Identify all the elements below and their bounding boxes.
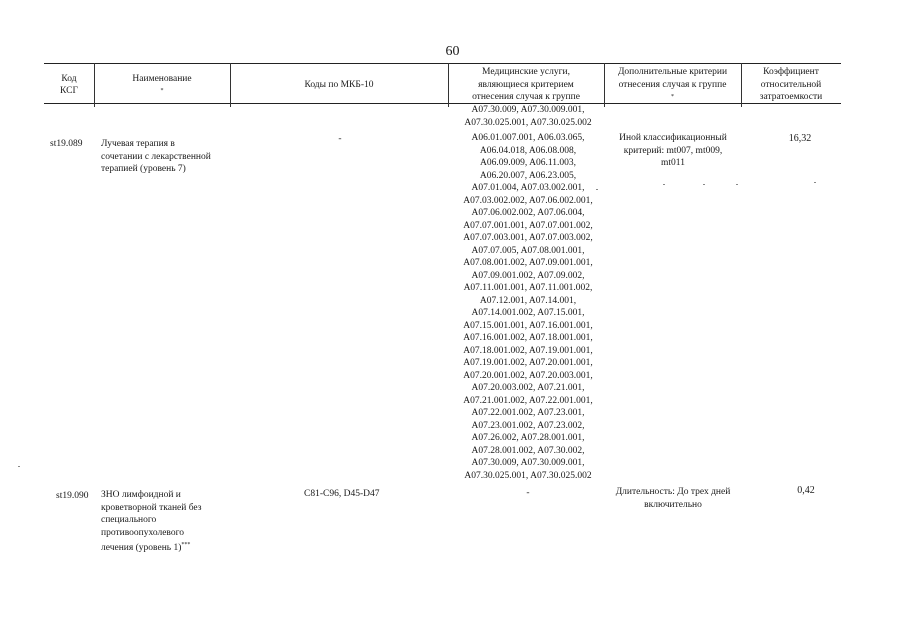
row-name-mark: ***	[181, 542, 191, 548]
header-name-label: Наименование	[132, 73, 192, 84]
header-name	[94, 63, 230, 107]
row-name-line: противоопухолевого	[101, 527, 184, 538]
service-code-line: A07.15.001.001, A07.16.001.001,	[463, 320, 593, 331]
scan-speck	[18, 466, 20, 467]
header-mkb-codes	[230, 63, 448, 107]
row-name-line	[101, 539, 231, 555]
header-additional-criteria-line: Дополнительные критерии	[617, 67, 728, 78]
row-services: -	[526, 488, 530, 498]
header-coefficient	[741, 63, 841, 107]
row-services	[448, 132, 608, 482]
service-code-line: A07.23.001.002, A07.23.002,	[471, 420, 585, 431]
service-code-line: A07.22.001.002, A07.23.001,	[471, 408, 585, 418]
service-code-line: A07.07.001.001, A07.07.001.002,	[463, 220, 593, 231]
header-med-services-line: Медицинские услуги,	[482, 67, 570, 78]
service-code-line: A07.08.001.002, A07.09.001.001,	[463, 258, 593, 268]
service-code-line: A07.14.001.002, A07.15.001,	[471, 308, 585, 318]
service-code-line: A07.09.001.002, A07.09.002,	[471, 270, 585, 281]
row-name-text: лечения (уровень 1)	[101, 543, 182, 554]
service-code-line: A07.20.001.002, A07.20.003.001,	[463, 370, 593, 381]
service-code-line: A07.07.003.001, A07.07.003.002,	[463, 233, 593, 243]
service-code-line: A07.16.001.002, A07.18.001.001,	[463, 333, 593, 343]
row-criteria	[606, 132, 740, 170]
scan-speck	[703, 184, 705, 185]
service-code-line: A06.20.007, A06.23.005,	[479, 170, 577, 181]
row-criteria-line: Иной классификационный	[619, 133, 727, 143]
row-mkb: -	[338, 134, 342, 144]
scan-speck	[814, 182, 816, 183]
header-code-ksg-line: Код	[61, 73, 77, 84]
header-additional-criteria-mark: *	[671, 94, 674, 101]
service-code-line: A06.04.018, A06.08.008,	[479, 145, 577, 156]
service-code-line: A07.03.002.002, A07.06.002.001,	[463, 195, 593, 206]
page-number: 60	[445, 44, 460, 59]
header-additional-criteria-text: отнесения случая к группе	[618, 79, 727, 90]
row-coefficient: 16,32	[788, 133, 812, 144]
service-code-line: A07.06.002.002, A07.06.004,	[471, 208, 585, 218]
header-med-services-line: являющиеся критерием	[478, 79, 574, 90]
header-coefficient-line: Коэффициент	[763, 67, 819, 78]
service-code-line: A07.28.001.002, A07.30.002,	[471, 445, 585, 456]
service-code-line: A07.11.001.001, A07.11.001.002,	[463, 283, 593, 293]
row-name-line: специального	[101, 515, 157, 525]
header-coefficient-line: затратоемкости	[759, 92, 823, 103]
row-name-line: ЗНО лимфоидной и	[101, 490, 181, 500]
service-code-line: A07.30.025.001, A07.30.025.002	[464, 470, 592, 481]
row-name-line: Лучевая терапия в	[101, 139, 175, 149]
row-mkb: C81-C96, D45-D47	[304, 489, 380, 499]
header-code-ksg-line: КСГ	[60, 86, 78, 96]
scan-speck	[663, 184, 665, 185]
row-coefficient: 0,42	[797, 485, 815, 496]
service-code-line: A07.18.001.002, A07.19.001.001,	[463, 345, 593, 356]
row-name-line: терапией (уровень 7)	[101, 164, 186, 174]
row-criteria-line: Длительность: До трех дней	[615, 487, 731, 497]
header-med-services	[448, 63, 604, 107]
service-code-line: A07.19.001.002, A07.20.001.001,	[463, 358, 593, 368]
header-name-mark: *	[160, 88, 164, 94]
header-coefficient-line: относительной	[760, 79, 822, 90]
row-criteria-line: mt011	[661, 158, 685, 168]
row-name	[101, 489, 231, 555]
header-mkb-codes-label: Коды по МКБ-10	[304, 79, 374, 90]
service-code-line: A07.12.001, A07.14.001,	[479, 295, 577, 306]
continuation-line: A07.30.009, A07.30.009.001,	[471, 105, 585, 115]
service-code-line: A07.21.001.002, A07.22.001.001,	[463, 395, 593, 406]
service-code-line: A07.30.009, A07.30.009.001,	[471, 458, 585, 468]
row-name	[101, 138, 231, 176]
header-med-services-line: отнесения случая к группе	[472, 92, 580, 103]
header-code-ksg	[44, 63, 94, 107]
header-additional-criteria-line	[618, 79, 727, 104]
row-code: st19.090	[56, 491, 89, 501]
service-code-line: A07.20.003.002, A07.21.001,	[471, 383, 585, 393]
scan-speck	[736, 184, 738, 185]
service-code-line: A07.07.005, A07.08.001.001,	[471, 245, 585, 256]
continuation-services	[448, 104, 608, 129]
continuation-line: A07.30.025.001, A07.30.025.002	[464, 117, 592, 128]
row-criteria-line: включительно	[644, 499, 702, 510]
service-code-line: A06.01.007.001, A06.03.065,	[471, 133, 585, 143]
row-name-line: кроветворной тканей без	[101, 502, 202, 513]
service-code-line: A07.26.002, A07.28.001.001,	[471, 433, 585, 443]
service-code-line: A06.09.009, A06.11.003,	[480, 158, 576, 168]
row-name-line: сочетании с лекарственной	[101, 151, 211, 162]
header-additional-criteria	[604, 63, 741, 107]
row-criteria-line: критерий: mt007, mt009,	[623, 145, 723, 156]
service-code-line: A07.01.004, A07.03.002.001,	[471, 183, 585, 193]
row-criteria	[606, 486, 740, 511]
scan-speck	[596, 189, 598, 190]
row-code: st19.089	[50, 139, 83, 149]
